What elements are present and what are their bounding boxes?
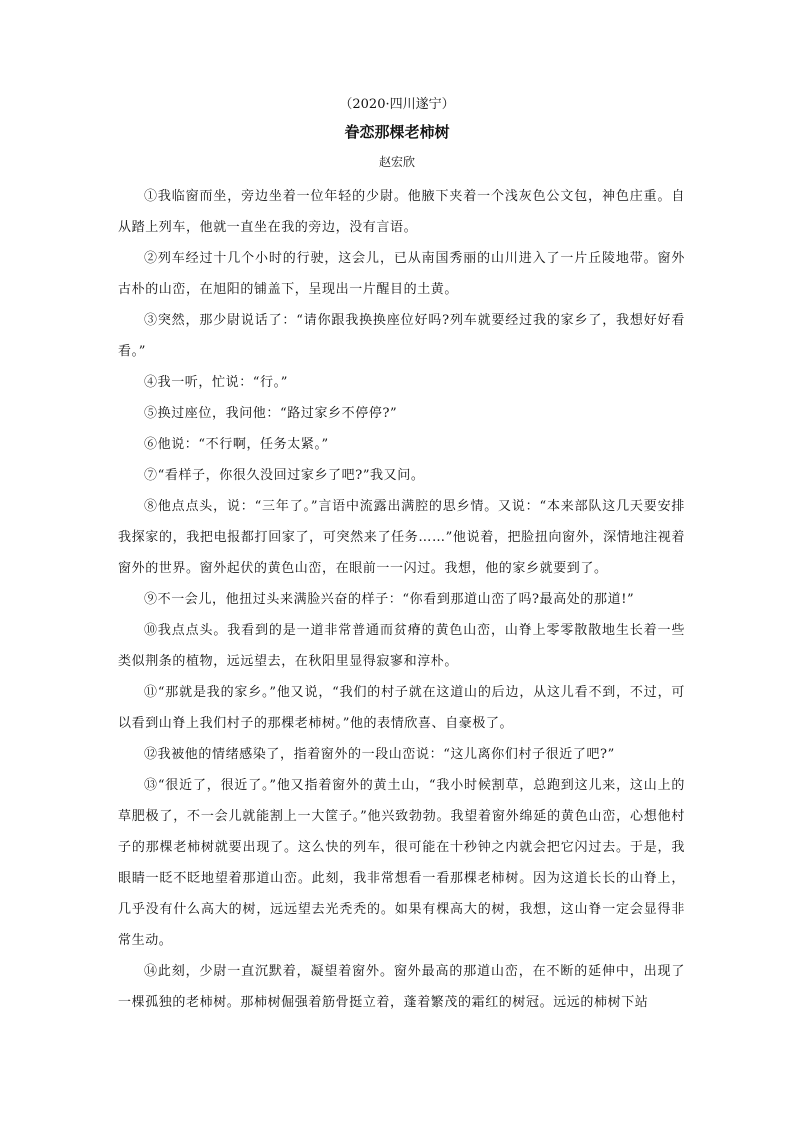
paragraph-4: ④我一听，忙说：“行。”: [144, 375, 288, 390]
author-name: 赵宏欣: [378, 155, 415, 169]
paragraph-10: ⑩我点点头。我看到的是一道非常普通而贫瘠的黄色山峦，山脊上零零散散地生长着一些类似荆条的植物，远远望去，在秋阳里显得寂寥和淳朴。: [118, 623, 685, 669]
paragraph-2: ②列车经过十几个小时的行驶，这会儿，已从南国秀丽的山川进入了一片丘陵地带。窗外古朴的山峦，在旭阳的铺盖下，呈现出一片醒目的土黄。: [118, 251, 685, 297]
article-title: 眷恋那棵老柿树: [344, 123, 450, 141]
paragraph-14: ⑭此刻，少尉一直沉默着，凝望着窗外。窗外最高的那道山峦，在不断的延伸中，出现了一棵孤独的老柿树。那柿树倔强着筋骨挺立着，蓬着繁茂的霜红的树冠。远远的柿树下站: [118, 964, 685, 1010]
paragraph-1: ①我临窗而坐，旁边坐着一位年轻的少尉。他腋下夹着一个浅灰色公文包，神色庄重。自从踏上列车，他就一直坐在我的旁边，没有言语。: [118, 189, 685, 235]
paragraph-5: ⑤换过座位，我问他：“路过家乡不停停?”: [144, 406, 398, 421]
paragraph-11: ⑪“那就是我的家乡。”他又说，“我们的村子就在这道山的后边，从这儿看不到，不过，可以看到山脊上我们村子的那棵老柿树。”他的表情欣喜、自豪极了。: [118, 685, 685, 731]
source-note: （2020·四川遂宁）: [339, 97, 455, 112]
paragraph-13: ⑬“很近了，很近了。”他又指着窗外的黄土山，“我小时候割草，总跑到这儿来，这山上的草肥极了，不一会儿就能割上一大筐子。”他兴致勃勃。我望着窗外绵延的黄色山峦，心想他村子的那棵老柿树就要出现了。这么快的列车，很可能在十秒钟之内就会把它闪过去。于是，我眼睛一眨不眨地望着那道山峦。此刻，我非常想看一看那棵老柿树。因为这道长长的山脊上，几乎没有什么高大的树，远远望去光秃秃的。如果有棵高大的树，我想，这山脊一定会显得非常生动。: [118, 778, 685, 948]
article-body: [118, 181, 685, 1018]
paragraph-6: ⑥他说：“不行啊，任务太紧。”: [144, 437, 329, 452]
paragraph-12: ⑫我被他的情绪感染了，指着窗外的一段山峦说：“这儿离你们村子很近了吧?”: [144, 747, 615, 762]
paragraph-3: ③突然，那少尉说话了：“请你跟我换换座位好吗?列车就要经过我的家乡了，我想好好看看。”: [118, 313, 685, 359]
paragraph-9: ⑨不一会儿，他扭过头来满脸兴奋的样子：“你看到那道山峦了吗?最高处的那道!”: [144, 592, 635, 607]
paragraph-7: ⑦“看样子，你很久没回过家乡了吧?”我又问。: [144, 468, 425, 483]
paragraph-8: ⑧他点点头，说：“三年了。”言语中流露出满腔的思乡情。又说：“本来部队这几天要安排我探家的，我把电报都打回家了，可突然来了任务……”他说着，把脸扭向窗外，深情地注视着窗外的世界。窗外起伏的黄色山峦，在眼前一一闪过。我想，他的家乡就要到了。: [118, 499, 685, 576]
